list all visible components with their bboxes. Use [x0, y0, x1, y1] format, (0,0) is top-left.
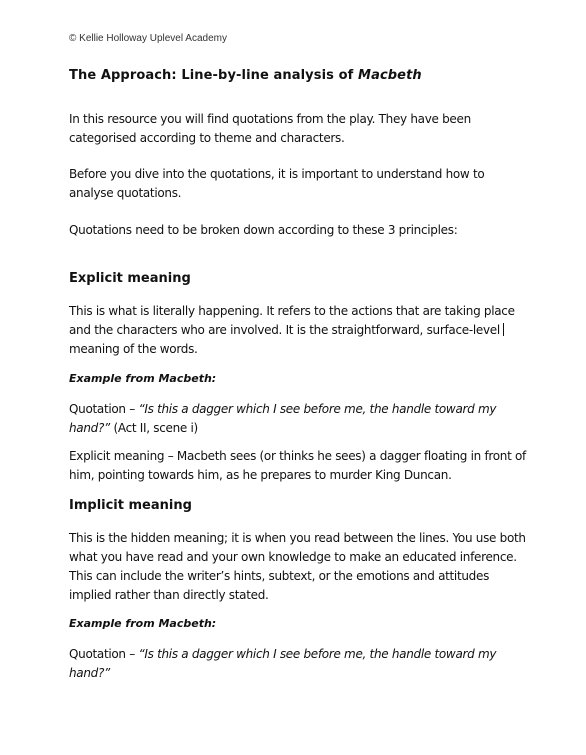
implicit-meaning-heading: Implicit meaning: [69, 498, 192, 513]
explicit-meaning-heading: Explicit meaning: [69, 271, 191, 286]
quotation-reference: (Act II, scene i): [109, 421, 198, 435]
copyright-notice: © Kellie Holloway Uplevel Academy: [69, 33, 227, 44]
quotation-prefix: Quotation –: [69, 402, 139, 416]
implicit-example-label: Example from Macbeth:: [69, 617, 217, 630]
quotation-prefix: Quotation –: [69, 647, 139, 661]
quotation-text: “Is this a dagger which I see before me, the handle toward my hand?”: [69, 647, 497, 680]
explicit-definition: [69, 302, 529, 359]
intro-paragraph-3: Quotations need to be broken down according to these 3 principles:: [69, 223, 458, 237]
implicit-quotation: [69, 645, 529, 683]
explicit-meaning-example: Explicit meaning – Macbeth sees (or thinks he sees) a dagger floating in front of him, pointing towards him, as he prepares to murder King Duncan.: [69, 449, 526, 482]
implicit-definition: This is the hidden meaning; it is when you read between the lines. You use both what you have read and your own knowledge to make an educated inference. This can include the writer’s hints, subtext, or the emotions and attitudes implied rather than directly stated.: [69, 531, 526, 602]
quotation-text: “Is this a dagger which I see before me, the handle toward my hand?”: [69, 402, 497, 435]
explicit-quotation: [69, 400, 529, 438]
explicit-definition-text: This is what is literally happening. It refers to the actions that are taking place and the characters who are involved. It is the straightforward, surface-level: [69, 304, 515, 337]
title-play-name: Macbeth: [358, 68, 422, 83]
text-cursor: [503, 323, 504, 336]
intro-paragraph-2: Before you dive into the quotations, it is important to understand how to analyse quotations.: [69, 167, 485, 200]
intro-paragraph-1: In this resource you will find quotations from the play. They have been categorised according to theme and characters.: [69, 112, 471, 145]
title-text: The Approach: Line-by-line analysis of: [69, 68, 359, 83]
explicit-definition-end: meaning of the words.: [69, 342, 198, 356]
explicit-example-label: Example from Macbeth:: [69, 372, 217, 385]
page-title: [69, 68, 529, 83]
